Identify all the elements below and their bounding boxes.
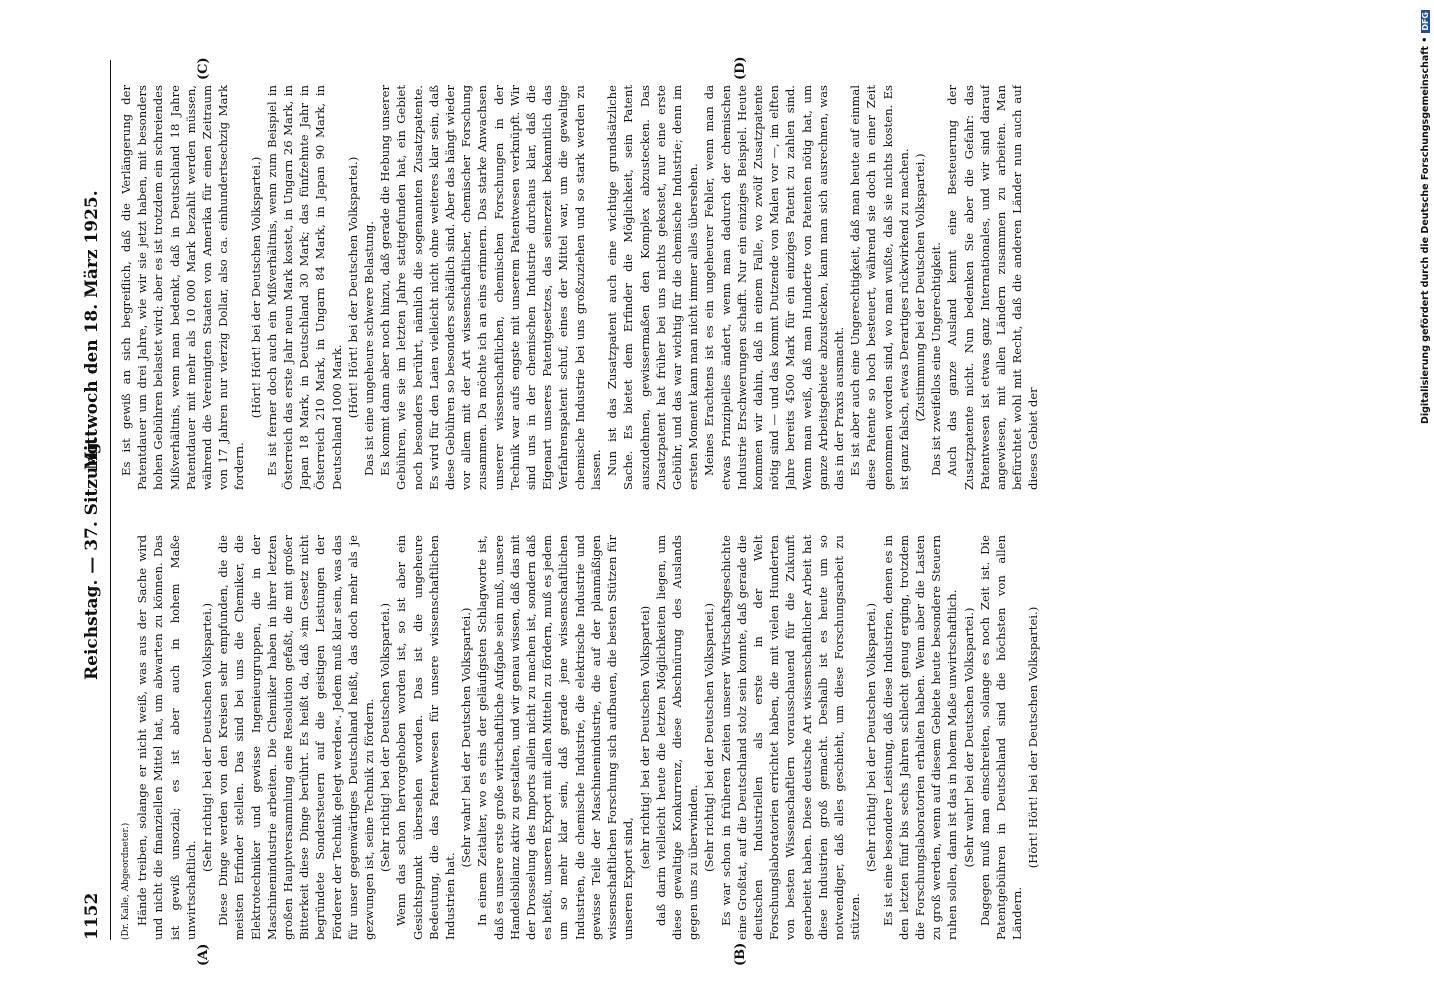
paragraph: Das ist zweifellos eine Ungerechtigkeit. xyxy=(929,242,944,476)
text-column-left xyxy=(118,535,1288,940)
dfg-logo: DFG xyxy=(1420,12,1430,31)
page-number: 1152 xyxy=(82,892,102,940)
header-title: Reichstag. — 37. Sitzung. xyxy=(82,436,102,680)
paragraph: Es ist eine besondere Leistung, daß diese Industrien, denen es in den letzten fünf bis sechs Jahren schlecht genug erging, trotzdem die Forschungslaboratorien erhalten haben. Wenn aber die Lasten zu groß werden, wenn auf diesem Gebiete heute besondere Steuern ruhen sollen, dann ist das in hohem Maße unwirtschaftlich. xyxy=(880,535,960,940)
interjection: (Hört! Hört! bei der Deutschen Volkspartei.) xyxy=(1026,606,1041,869)
interjection: (Hört! Hört! bei der Deutschen Volkspartei.) xyxy=(345,156,360,419)
rotated-page xyxy=(78,56,1308,966)
interjection: (Hört! Hört! bei der Deutschen Volkspartei.) xyxy=(248,156,263,419)
interjection: (sehr richtig! bei der Deutschen Volkspartei) xyxy=(637,605,652,870)
interjection: (Sehr wahr! bei der Deutschen Volkspartei.) xyxy=(459,607,474,868)
paragraph: Das ist eine ungeheure schwere Belastung. xyxy=(362,221,377,476)
paragraph: Es ist ferner doch auch ein Mißverhältnis, wenn zum Beispiel in Österreich das erste Jahr neun Mark kostet, in Ungarn 26 Mark, in Japan 18 Mark, in Deutschland 30 Mark; das fünfzehnte Jahr in Österreich 210 Mark, in Ungarn 84 Mark, in Japan 90 Mark, in Deutschland 1000 Mark. xyxy=(264,85,344,490)
paragraph: Es kommt dann aber noch hinzu, daß gerade die Hebung unserer Gebühren, wie sie im letzten Jahre stattgefunden hat, ein Gebiet noch besonders berührt, nämlich die sogenannten Zusatzpatente. Es wird für den Laien vielleicht nicht ohne weiteres klar sein, daß diese Gebühren so besonders schädlich sind. Aber das hängt wieder vor allem mit der Art wissenschaftlicher, chemischer Forschung zusammen. Da möchte ich an eins erinnern. Das starke Anwachsen unserer wissenschaftlichen, chemischen Forschungen in der Technik war aufs engste mit unserem Patentwesen verknüpft. Wir sind uns in der chemischen Industrie durchaus klar, daß die Eigenart unseres Patentgesetzes, das seinerzeit bekanntlich das Verfahrenspatent schuf, eines der Mittel war, um die gewaltige chemische Industrie bei uns großzuziehen und so stark werden zu lassen. xyxy=(378,85,603,490)
text-column-right xyxy=(118,85,1288,490)
paragraph: Meines Erachtens ist es ein ungeheurer Fehler, wenn man da etwas Prinzipielles ändert, wenn man dadurch der chemischen Industrie Erschwerungen schafft. Nur ein einziges Beispiel. Heute kommen wir dahin, daß in einem Falle, wo zwölf Zusatzpatente nötig sind — und das kommt Dutzende von Malen vor —, im elften Jahre bereits 4500 Mark für ein einziges Patent zu zahlen sind. Wenn man weiß, daß man Hunderte von Patenten nötig hat, um ganze Arbeitsgebiete abzustecken, kann man sich ausrechnen, was das in der Praxis ausmacht. xyxy=(702,85,846,490)
header-rule xyxy=(110,60,111,940)
interjection: (Zustimmung bei der Deutschen Volkspartei.) xyxy=(912,153,927,422)
interjection: (Sehr richtig! bei der Deutschen Volkspartei.) xyxy=(200,602,215,873)
paragraph: In einem Zeitalter, wo es eins der geläufigsten Schlagworte ist, daß es unsere erste große wirtschaftliche Aufgabe sein muß, unsere Handelsbilanz aktiv zu gestalten, und wir genau wissen, daß das mit der Drosselung des Imports allein nicht zu machen ist, sondern daß es heißt, unseren Export mit allen Mitteln zu fördern, muß es jedem um so mehr klar sein, daß gerade jene wissenschaftlichen Industrien, die chemische Industrie, die elektrische Industrie und gewisse Teile der Maschinenindustrie, die auf der planmäßigen wissenschaftlichen Forschung sich aufbauen, die besten Stützen für unseren Export sind, xyxy=(475,535,636,940)
paragraph: Auch das ganze Ausland kennt eine Besteuerung der Zusatzpatente nicht. Nun bedenken Sie aber die Gefahr: das Patentwesen ist etwas ganz Internationales, und wir sind darauf angewiesen, mit allen Ländern zusammen zu arbeiten. Man befürchtet wohl mit Recht, daß die anderen Länder nun auch auf dieses Gebiet der xyxy=(945,85,1041,490)
interjection: (Sehr richtig! bei der Deutschen Volkspartei.) xyxy=(378,602,393,873)
interjection: (Sehr richtig! bei der Deutschen Volkspartei.) xyxy=(864,602,879,873)
paragraph: Es war schon in früheren Zeiten unserer Wirtschaftsgeschichte eine Großtat, auf die Deutschland stolz sein konnte, daß gerade die deutschen Industriellen als erste in der Welt Forschungslaboratorien errichtet haben, die mit vielen Hunderten von besten Wissenschaftlern vorausschauend für die Zukunft gearbeitet haben. Diese deutsche Art wissenschaftlicher Arbeit hat diese Industrien groß gemacht. Deshalb ist es heute um so notwendiger, daß alles geschieht, um diese Forschungsarbeit zu stützen. xyxy=(718,535,863,940)
paragraph: daß darin vielleicht heute die letzten Möglichkeiten liegen, um diese gewaltige Konkurrenz, diese Abschnürung des Auslands gegen uns zu überwinden. xyxy=(653,535,701,940)
paragraph: Dagegen muß man einschreiten, solange es noch Zeit ist. Die Patentgebühren in Deutschland sind die höchsten von allen Ländern. xyxy=(977,535,1025,940)
paragraph: Nun ist das Zusatzpatent auch eine wichtige grundsätzliche Sache. Es bietet dem Erfinder die Möglichkeit, sein Patent auszudehnen, gewissermaßen den Komplex abzustecken. Das Zusatzpatent hat früher bei uns nichts gekostet, nur eine erste Gebühr, und das war wichtig für die chemische Industrie; denn im ersten Moment kann man nicht immer alles übersehen. xyxy=(605,85,701,490)
running-header xyxy=(78,60,108,940)
interjection: (Sehr wahr! bei der Deutschen Volkspartei.) xyxy=(961,607,976,868)
interjection: (Sehr richtig! bei der Deutschen Volkspartei.) xyxy=(702,602,717,873)
credit-text: Digitalisierung gefördert durch die Deutsche Forschungsgemeinschaft • xyxy=(1419,36,1431,425)
margin-marker-d: (D) xyxy=(733,56,748,80)
paragraph: (Dr. Kalle, Abgeordneter.) xyxy=(121,822,131,940)
margin-marker-b: (B) xyxy=(733,942,748,966)
margin-marker-c: (C) xyxy=(196,57,211,80)
header-date: Mittwoch den 18. März 1925. xyxy=(82,190,102,470)
paragraph: Es ist aber auch eine Ungerechtigkeit, daß man heute auf einmal diese Patente so hoch besteuert, während sie doch in einer Zeit genommen worden sind, wo man wußte, daß sie nichts kosten. Es ist ganz falsch, etwas Derartiges rückwirkend zu machen. xyxy=(848,85,911,490)
paragraph: Diese Dinge werden von den Kreisen sehr empfunden, die die meisten Erfinder stellen. Das sind bei uns die Chemiker, die Elektrotechniker und gewisse Ingenieurgruppen, die in der Maschinenindustrie arbeiten. Die Chemiker haben in ihrer letzten großen Hauptversammlung eine Resolution gefaßt, die mit großer Bitterkeit diese Dinge berührt. Es heißt da, daß »im Gesetz nicht begründete Sondersteuern auf die geistigen Leistungen der Förderer der Technik gelegt werden«. Jedem muß klar sein, was das für unser gegenwärtiges Deutschland heißt, das doch mehr als je gezwungen ist, seine Technik zu fördern. xyxy=(216,535,377,940)
paragraph: Wenn das schon hervorgehoben worden ist, so ist aber ein Gesichtspunkt übersehen worden. Das ist die ungeheure Bedeutung, die das Patentwesen für unsere wissenschaftlichen Industrien hat. xyxy=(394,535,458,940)
paragraph: Es ist gewiß an sich begreiflich, daß die Verlängerung der Patentdauer um drei Jahre, wie wir sie jetzt haben, mit besonders hohen Gebühren belastet wird; aber es ist trotzdem ein schreiendes Mißverhältnis, wenn man bedenkt, daß in Deutschland 18 Jahre Patentdauer mit mehr als 10 000 Mark bezahlt werden müssen, während die Vereinigten Staaten von Amerika für einen Zeitraum von 17 Jahren nur vierzig Dollar, also ca. einhundertsechzig Mark fordern. xyxy=(119,85,247,490)
dfg-credit xyxy=(1417,10,1433,990)
margin-marker-a: (A) xyxy=(196,943,211,966)
paragraph: Hände treiben, solange er nicht weiß, was aus der Sache wird und nicht die finanziellen Mittel hat, um abwarten zu können. Das ist gewiß unsozial; es ist aber auch in hohem Maße unwirtschaftlich. xyxy=(135,535,198,940)
